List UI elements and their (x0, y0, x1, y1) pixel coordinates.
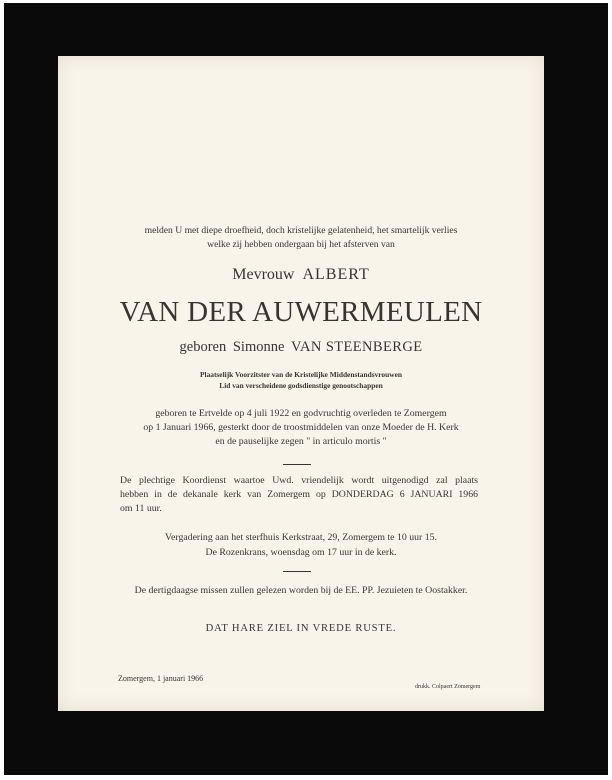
printer-credit: drukk. Colpaert Zomergem (415, 684, 481, 690)
born-label: geboren (179, 339, 227, 355)
name-line (58, 264, 544, 286)
salutation: Mevrouw (232, 266, 295, 283)
service-paragraph (120, 474, 478, 516)
intro-line-2: welke zij hebben ondergaan bij het afsterven van (207, 239, 395, 250)
gathering-line: Vergadering aan het sterfhuis Kerkstraat, 29, Zomergem te 10 uur 15. (165, 532, 437, 543)
born-line (58, 337, 544, 357)
role-line-2: Lid van verscheidene godsdienstige genootschappen (219, 381, 383, 390)
husband-name: ALBERT (302, 266, 370, 283)
bio-line-2: op 1 Januari 1966, gesterkt door de troostmiddelen van onze Moeder de H. Kerk (143, 422, 459, 433)
first-name: Simonne (232, 339, 285, 355)
surname-heading: VAN DER AUWERMEULEN (119, 296, 483, 328)
masses-line: De dertigdaagse missen zullen gelezen worden bij de EE. PP. Jezuieten te Oostakker. (134, 585, 468, 596)
bio-line-3: en de pauselijke zegen " in articulo mortis " (215, 436, 387, 447)
service-line-1: De plechtige Koordienst waartoe Uwd. vriendelijk wordt uitgenodigd zal plaats (120, 475, 478, 486)
divider-1 (283, 464, 311, 465)
death-notice-card (58, 56, 544, 711)
place-date: Zomergem, 1 januari 1966 (118, 674, 204, 683)
maiden-name: VAN STEENBERGE (291, 339, 423, 355)
divider-2 (283, 571, 311, 572)
bio-line-1: geboren te Ertvelde op 4 juli 1922 en godvruchtig overleden te Zomergem (155, 408, 447, 419)
role-line-1: Plaatselijk Voorzitster van de Kristelijke Middenstandsvrouwen (200, 370, 402, 379)
rosary-line: De Rozenkrans, woensdag om 17 uur in de kerk. (205, 547, 397, 558)
service-line-3: om 11 uur. (120, 503, 162, 514)
closing-line: DAT HARE ZIEL IN VREDE RUSTE. (205, 623, 397, 634)
service-line-2: hebben in de dekanale kerk van Zomergem op DONDERDAG 6 JANUARI 1966 (120, 489, 478, 500)
intro-line-1: melden U met diepe droefheid, doch kristelijke gelatenheid, het smartelijk verlies (144, 225, 458, 236)
